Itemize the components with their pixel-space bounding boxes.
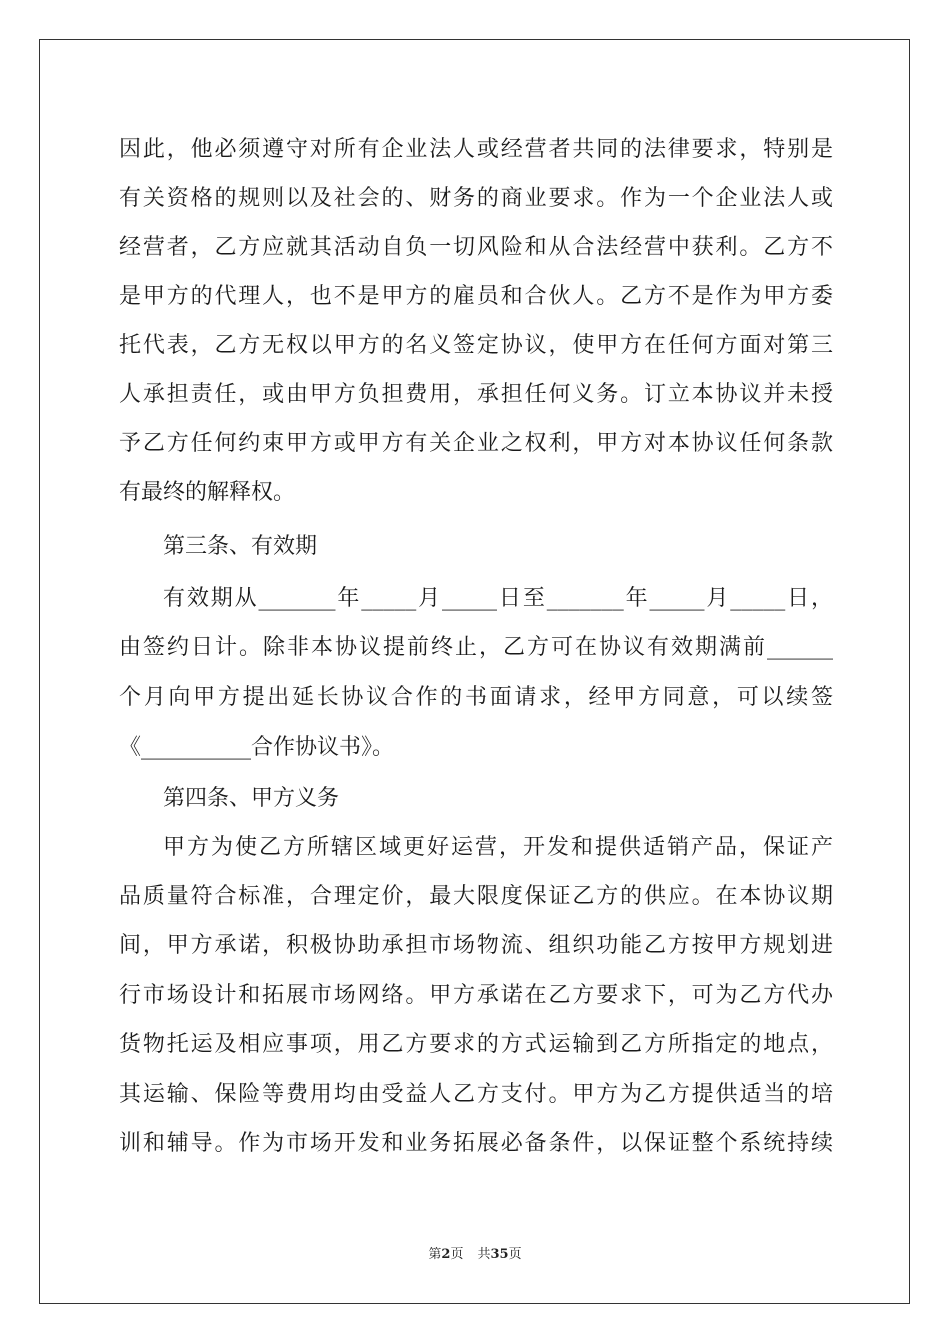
body-line: 有最终的解释权。 (119, 480, 296, 505)
body-line: 托代表，乙方无权以甲方的名义签定协议，使甲方在任何方面对第三 (119, 333, 833, 358)
section-heading: 第四条、甲方义务 (163, 786, 340, 811)
section-heading: 第三条、有效期 (163, 534, 318, 559)
body-line: 个月向甲方提出延长协议合作的书面请求，经甲方同意，可以续签 (119, 685, 833, 710)
footer-page-current: 2 (441, 1247, 451, 1262)
footer-page-total: 35 (490, 1247, 509, 1262)
footer-total-suffix: 页 (508, 1247, 522, 1262)
body-line: 品质量符合标准，合理定价，最大限度保证乙方的供应。在本协议期 (119, 884, 833, 909)
body-line: 有效期从_______年_____月_____日至_______年_____月_____日， (163, 586, 833, 611)
body-line: 间，甲方承诺，积极协助承担市场物流、组织功能乙方按甲方规划进 (119, 933, 833, 958)
body-line: 因此，他必须遵守对所有企业法人或经营者共同的法律要求，特别是 (119, 137, 833, 162)
body-line: 经营者，乙方应就其活动自负一切风险和从合法经营中获利。乙方不 (119, 235, 833, 260)
body-line: 人承担责任，或由甲方负担费用，承担任何义务。订立本协议并未授 (119, 382, 833, 407)
body-line: 有关资格的规则以及社会的、财务的商业要求。作为一个企业法人或 (119, 186, 833, 211)
body-line: 予乙方任何约束甲方或甲方有关企业之权利，甲方对本协议任何条款 (119, 431, 833, 456)
page-footer (0, 1246, 950, 1264)
body-line: 由签约日计。除非本协议提前终止，乙方可在协议有效期满前______ (119, 635, 833, 660)
footer-page-mid: 页 (450, 1247, 464, 1262)
body-line: 《__________合作协议书》。 (119, 735, 395, 760)
body-line: 甲方为使乙方所辖区域更好运营，开发和提供适销产品，保证产 (163, 835, 833, 860)
page-frame (39, 39, 910, 1304)
footer-total-prefix: 共 (477, 1247, 491, 1262)
body-line: 行市场设计和拓展市场网络。甲方承诺在乙方要求下，可为乙方代办 (119, 983, 833, 1008)
body-line: 训和辅导。作为市场开发和业务拓展必备条件，以保证整个系统持续 (119, 1131, 833, 1156)
body-line: 是甲方的代理人，也不是甲方的雇员和合伙人。乙方不是作为甲方委 (119, 284, 833, 309)
body-line: 货物托运及相应事项，用乙方要求的方式运输到乙方所指定的地点， (119, 1032, 833, 1057)
footer-page-prefix: 第 (428, 1247, 442, 1262)
body-line: 其运输、保险等费用均由受益人乙方支付。甲方为乙方提供适当的培 (119, 1082, 833, 1107)
